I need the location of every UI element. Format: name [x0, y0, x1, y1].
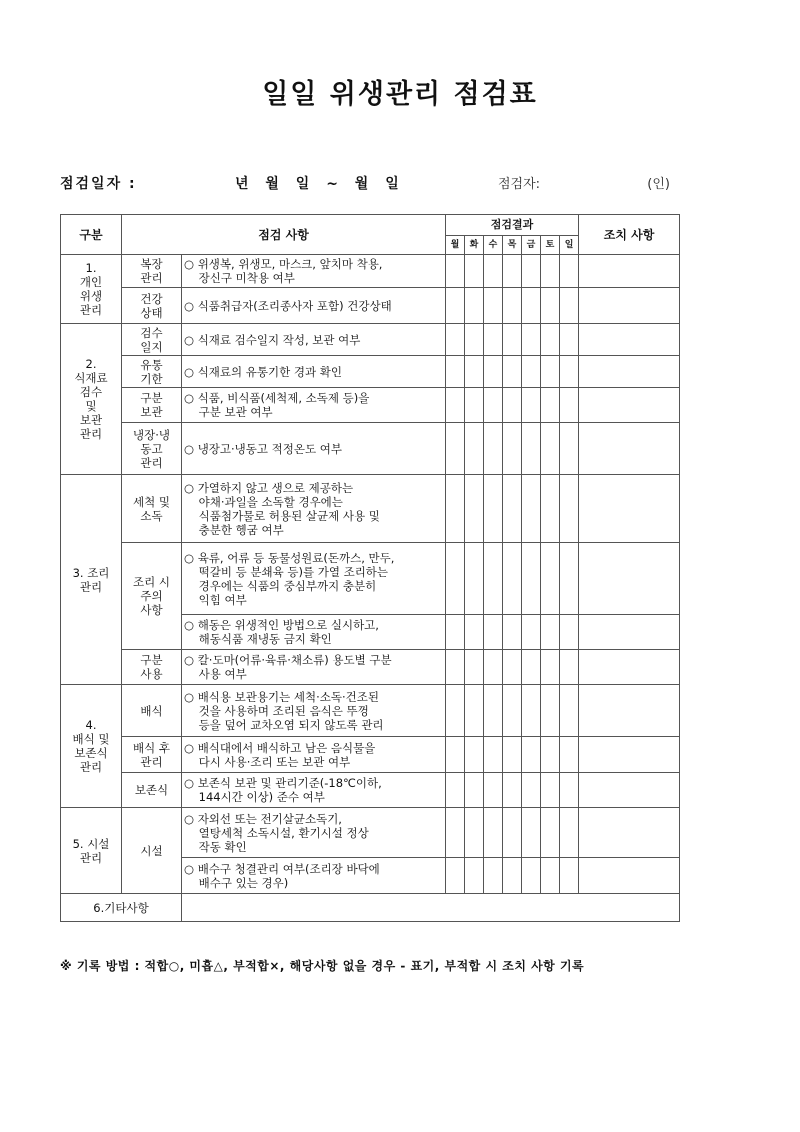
check-item-cell: ○ 보존식 보관 및 관리기준(-18℃이하, 144시간 이상) 준수 여부	[182, 773, 446, 808]
result-check-cell[interactable]	[503, 685, 522, 737]
result-check-cell[interactable]	[541, 255, 560, 288]
check-item-cell: ○ 식재료의 유통기한 경과 확인	[182, 356, 446, 388]
inspection-date-label: 점검일자 :	[60, 176, 137, 192]
result-check-cell[interactable]	[503, 543, 522, 615]
result-check-cell[interactable]	[484, 356, 503, 388]
result-check-cell[interactable]	[522, 615, 541, 650]
inspection-meta	[60, 173, 670, 193]
result-check-cell[interactable]	[484, 615, 503, 650]
result-check-cell[interactable]	[484, 475, 503, 543]
header-result: 점검결과	[446, 215, 579, 236]
result-check-cell[interactable]	[465, 543, 484, 615]
header-day: 금	[522, 236, 541, 255]
subcategory-cell: 조리 시 주의 사항	[122, 543, 182, 650]
action-cell[interactable]	[579, 423, 680, 475]
category-cell: 1. 개인 위생 관리	[61, 255, 122, 324]
result-check-cell[interactable]	[541, 475, 560, 543]
action-cell[interactable]	[579, 737, 680, 773]
action-cell[interactable]	[579, 685, 680, 737]
subcategory-cell: 건강 상태	[122, 288, 182, 324]
table-row	[61, 685, 680, 737]
document-title: 일일 위생관리 점검표	[262, 79, 538, 110]
result-check-cell[interactable]	[484, 650, 503, 685]
result-check-cell[interactable]	[503, 356, 522, 388]
result-check-cell[interactable]	[560, 356, 579, 388]
result-check-cell[interactable]	[541, 423, 560, 475]
result-check-cell[interactable]	[503, 423, 522, 475]
result-check-cell[interactable]	[465, 650, 484, 685]
action-cell[interactable]	[579, 808, 680, 858]
result-check-cell[interactable]	[560, 255, 579, 288]
result-check-cell[interactable]	[484, 858, 503, 894]
check-item-cell: ○ 식품, 비식품(세척제, 소독제 등)을 구분 보관 여부	[182, 388, 446, 423]
action-cell[interactable]	[579, 615, 680, 650]
header-action: 조치 사항	[579, 215, 680, 255]
result-check-cell[interactable]	[503, 255, 522, 288]
category-cell: 4. 배식 및 보존식 관리	[61, 685, 122, 808]
result-check-cell[interactable]	[522, 324, 541, 356]
subcategory-cell: 유통 기한	[122, 356, 182, 388]
subcategory-cell: 배식 후 관리	[122, 737, 182, 773]
result-check-cell[interactable]	[541, 773, 560, 808]
result-check-cell[interactable]	[522, 288, 541, 324]
result-check-cell[interactable]	[522, 543, 541, 615]
category-cell: 2. 식재료 검수 및 보관 관리	[61, 324, 122, 475]
table-row	[61, 356, 680, 388]
result-check-cell[interactable]	[560, 288, 579, 324]
result-check-cell[interactable]	[503, 288, 522, 324]
table-row	[61, 288, 680, 324]
check-item-cell: ○ 가열하지 않고 생으로 제공하는 야채·과일을 소독할 경우에는 식품첨가물로 허용된 살균제 사용 및 충분한 헹굼 여부	[182, 475, 446, 543]
result-check-cell[interactable]	[446, 685, 465, 737]
result-check-cell[interactable]	[560, 423, 579, 475]
check-item-cell: ○ 칼·도마(어류·육류·채소류) 용도별 구분 사용 여부	[182, 650, 446, 685]
check-item-cell: ○ 배식대에서 배식하고 남은 음식물을 다시 사용·조리 또는 보관 여부	[182, 737, 446, 773]
check-item-cell: ○ 식품취급자(조리종사자 포함) 건강상태	[182, 288, 446, 324]
result-check-cell[interactable]	[446, 543, 465, 615]
result-check-cell[interactable]	[560, 388, 579, 423]
result-check-cell[interactable]	[465, 423, 484, 475]
result-check-cell[interactable]	[503, 324, 522, 356]
result-check-cell[interactable]	[522, 685, 541, 737]
check-item-cell: ○ 식재료 검수일지 작성, 보관 여부	[182, 324, 446, 356]
table-row	[61, 475, 680, 543]
result-check-cell[interactable]	[484, 685, 503, 737]
action-cell[interactable]	[579, 388, 680, 423]
result-check-cell[interactable]	[560, 773, 579, 808]
result-check-cell[interactable]	[465, 255, 484, 288]
result-check-cell[interactable]	[560, 543, 579, 615]
result-check-cell[interactable]	[465, 615, 484, 650]
result-check-cell[interactable]	[503, 475, 522, 543]
result-check-cell[interactable]	[541, 356, 560, 388]
result-check-cell[interactable]	[446, 324, 465, 356]
table-row	[61, 808, 680, 858]
result-check-cell[interactable]	[484, 255, 503, 288]
subcategory-cell: 세척 및 소독	[122, 475, 182, 543]
result-check-cell[interactable]	[560, 615, 579, 650]
result-check-cell[interactable]	[446, 423, 465, 475]
result-check-cell[interactable]	[465, 858, 484, 894]
result-check-cell[interactable]	[446, 615, 465, 650]
result-check-cell[interactable]	[465, 388, 484, 423]
action-cell[interactable]	[579, 288, 680, 324]
result-check-cell[interactable]	[484, 288, 503, 324]
result-check-cell[interactable]	[541, 808, 560, 858]
result-check-cell[interactable]	[465, 737, 484, 773]
result-check-cell[interactable]	[503, 388, 522, 423]
header-day: 토	[541, 236, 560, 255]
result-check-cell[interactable]	[446, 650, 465, 685]
header-day: 목	[503, 236, 522, 255]
table-row	[61, 388, 680, 423]
table-row	[61, 255, 680, 288]
header-items: 점검 사항	[122, 215, 446, 255]
check-item-cell: ○ 자외선 또는 전기살균소독기, 열탕세척 소독시설, 환기시설 정상 작동 확인	[182, 808, 446, 858]
result-check-cell[interactable]	[484, 737, 503, 773]
result-check-cell[interactable]	[503, 737, 522, 773]
action-cell[interactable]	[579, 858, 680, 894]
result-check-cell[interactable]	[484, 324, 503, 356]
result-check-cell[interactable]	[560, 475, 579, 543]
subcategory-cell: 복장 관리	[122, 255, 182, 288]
result-check-cell[interactable]	[560, 324, 579, 356]
check-item-cell: ○ 위생복, 위생모, 마스크, 앞치마 착용, 장신구 미착용 여부	[182, 255, 446, 288]
action-cell[interactable]	[579, 356, 680, 388]
result-check-cell[interactable]	[446, 737, 465, 773]
result-check-cell[interactable]	[541, 650, 560, 685]
check-item-cell: ○ 육류, 어류 등 동물성원료(돈까스, 만두, 떡갈비 등 분쇄육 등)를 가열 조리하는 경우에는 식품의 중심부까지 충분히 익힘 여부	[182, 543, 446, 615]
result-check-cell[interactable]	[522, 388, 541, 423]
subcategory-cell: 검수 일지	[122, 324, 182, 356]
header-day: 화	[465, 236, 484, 255]
header-day: 수	[484, 236, 503, 255]
subcategory-cell: 구분 사용	[122, 650, 182, 685]
category-cell: 3. 조리 관리	[61, 475, 122, 685]
table-row	[61, 737, 680, 773]
table-row	[61, 773, 680, 808]
result-check-cell[interactable]	[560, 650, 579, 685]
table-row-etc	[61, 894, 680, 922]
subcategory-cell: 구분 보관	[122, 388, 182, 423]
result-check-cell[interactable]	[484, 808, 503, 858]
etc-label: 6.기타사항	[61, 894, 182, 922]
result-check-cell[interactable]	[465, 356, 484, 388]
header-day: 일	[560, 236, 579, 255]
result-check-cell[interactable]	[541, 737, 560, 773]
result-check-cell[interactable]	[541, 543, 560, 615]
result-check-cell[interactable]	[503, 650, 522, 685]
result-check-cell[interactable]	[446, 255, 465, 288]
result-check-cell[interactable]	[522, 808, 541, 858]
result-check-cell[interactable]	[560, 737, 579, 773]
inspection-date-blank: 년 월 일 ~ 월 일	[235, 176, 405, 192]
subcategory-cell: 보존식	[122, 773, 182, 808]
subcategory-cell: 시설	[122, 808, 182, 894]
result-check-cell[interactable]	[541, 324, 560, 356]
category-cell: 5. 시설 관리	[61, 808, 122, 894]
result-check-cell[interactable]	[465, 288, 484, 324]
result-check-cell[interactable]	[503, 773, 522, 808]
action-cell[interactable]	[579, 650, 680, 685]
check-item-cell: ○ 배수구 청결관리 여부(조리장 바닥에 배수구 있는 경우)	[182, 858, 446, 894]
subcategory-cell: 배식	[122, 685, 182, 737]
subcategory-cell: 냉장·냉 동고 관리	[122, 423, 182, 475]
result-check-cell[interactable]	[484, 773, 503, 808]
check-item-cell: ○ 배식용 보관용기는 세척·소독·건조된 것을 사용하며 조리된 음식은 뚜껑 등을 덮어 교차오염 되지 않도록 관리	[182, 685, 446, 737]
result-check-cell[interactable]	[541, 388, 560, 423]
result-check-cell[interactable]	[522, 773, 541, 808]
result-check-cell[interactable]	[446, 773, 465, 808]
etc-input-cell[interactable]	[182, 894, 680, 922]
result-check-cell[interactable]	[465, 808, 484, 858]
result-check-cell[interactable]	[465, 685, 484, 737]
result-check-cell[interactable]	[465, 773, 484, 808]
result-check-cell[interactable]	[446, 808, 465, 858]
result-check-cell[interactable]	[446, 475, 465, 543]
table-row	[61, 423, 680, 475]
action-cell[interactable]	[579, 773, 680, 808]
result-check-cell[interactable]	[522, 255, 541, 288]
table-row	[61, 650, 680, 685]
result-check-cell[interactable]	[541, 685, 560, 737]
seal-label: (인)	[647, 177, 670, 192]
header-day: 월	[446, 236, 465, 255]
result-check-cell[interactable]	[541, 288, 560, 324]
header-category: 구분	[61, 215, 122, 255]
result-check-cell[interactable]	[503, 615, 522, 650]
recording-method-note: ※ 기록 방법 : 적합○, 미흡△, 부적합×, 해당사항 없을 경우 - 표기, 부적합 시 조치 사항 기록	[60, 959, 585, 973]
check-item-cell: ○ 냉장고·냉동고 적정온도 여부	[182, 423, 446, 475]
result-check-cell[interactable]	[503, 808, 522, 858]
result-check-cell[interactable]	[503, 858, 522, 894]
hygiene-checklist-table	[60, 214, 680, 922]
action-cell[interactable]	[579, 324, 680, 356]
result-check-cell[interactable]	[446, 288, 465, 324]
result-check-cell[interactable]	[522, 356, 541, 388]
result-check-cell[interactable]	[446, 858, 465, 894]
result-check-cell[interactable]	[484, 423, 503, 475]
result-check-cell[interactable]	[522, 423, 541, 475]
result-check-cell[interactable]	[541, 615, 560, 650]
table-row	[61, 543, 680, 615]
result-check-cell[interactable]	[446, 356, 465, 388]
result-check-cell[interactable]	[465, 475, 484, 543]
result-check-cell[interactable]	[522, 650, 541, 685]
result-check-cell[interactable]	[560, 685, 579, 737]
result-check-cell[interactable]	[560, 808, 579, 858]
result-check-cell[interactable]	[484, 388, 503, 423]
action-cell[interactable]	[579, 255, 680, 288]
table-row	[61, 324, 680, 356]
action-cell[interactable]	[579, 475, 680, 543]
result-check-cell[interactable]	[560, 858, 579, 894]
result-check-cell[interactable]	[446, 388, 465, 423]
result-check-cell[interactable]	[522, 475, 541, 543]
action-cell[interactable]	[579, 543, 680, 615]
result-check-cell[interactable]	[465, 324, 484, 356]
result-check-cell[interactable]	[522, 737, 541, 773]
result-check-cell[interactable]	[522, 858, 541, 894]
inspector-label: 점검자:	[498, 177, 541, 192]
result-check-cell[interactable]	[484, 543, 503, 615]
result-check-cell[interactable]	[541, 858, 560, 894]
check-item-cell: ○ 해동은 위생적인 방법으로 실시하고, 해동식품 재냉동 금지 확인	[182, 615, 446, 650]
